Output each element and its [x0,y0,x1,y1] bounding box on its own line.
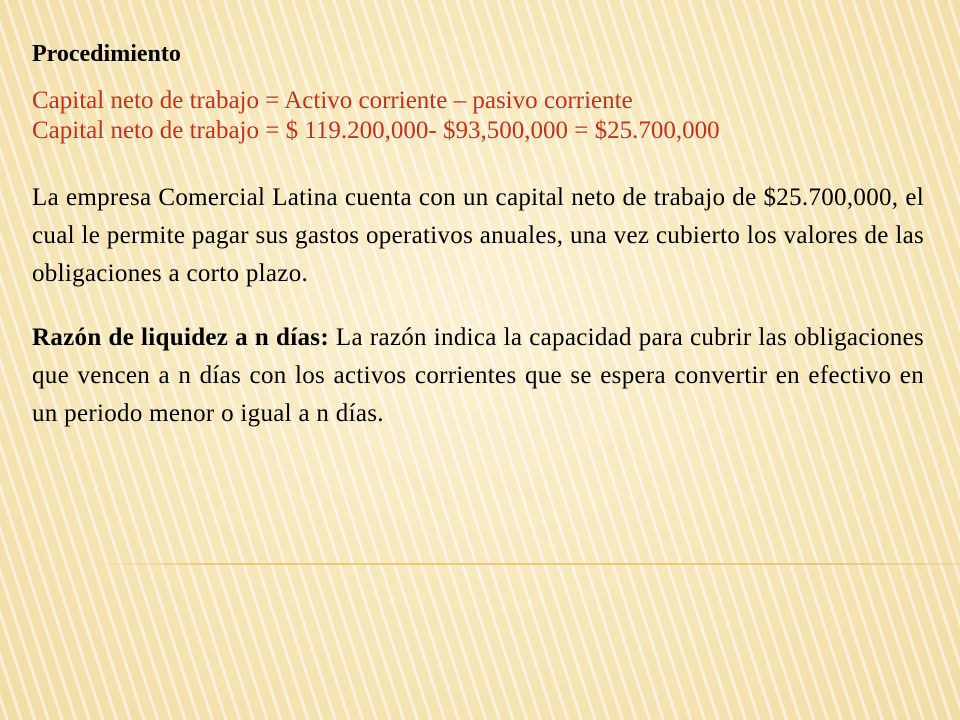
formula-line-2: Capital neto de trabajo = $ 119.200,000- $93,500,000 = $25.700,000 [32,117,720,144]
formula-line-1: Capital neto de trabajo = Activo corriente – pasivo corriente [32,87,633,114]
spacer [32,293,924,319]
paragraph-body: La razón indica la capacidad para cubrir las obligaciones que vencen a n días con los activos corrientes que se espera convertir en efectivo en un periodo menor o igual a n días. [32,324,924,427]
paragraph-lead: Razón de liquidez a n días: [32,324,329,351]
paragraph-capital-neto: La empresa Comercial Latina cuenta con un capital neto de trabajo de $25.700,000, el cual le permite pagar sus gastos operativos anuales, una vez cubierto los valores de las obligaciones a corto plazo. [32,184,924,287]
slide-content [32,36,924,433]
paragraph-razon-liquidez [32,319,924,433]
heading: Procedimiento [32,41,181,67]
spacer [32,146,924,179]
divider-line [88,563,960,565]
